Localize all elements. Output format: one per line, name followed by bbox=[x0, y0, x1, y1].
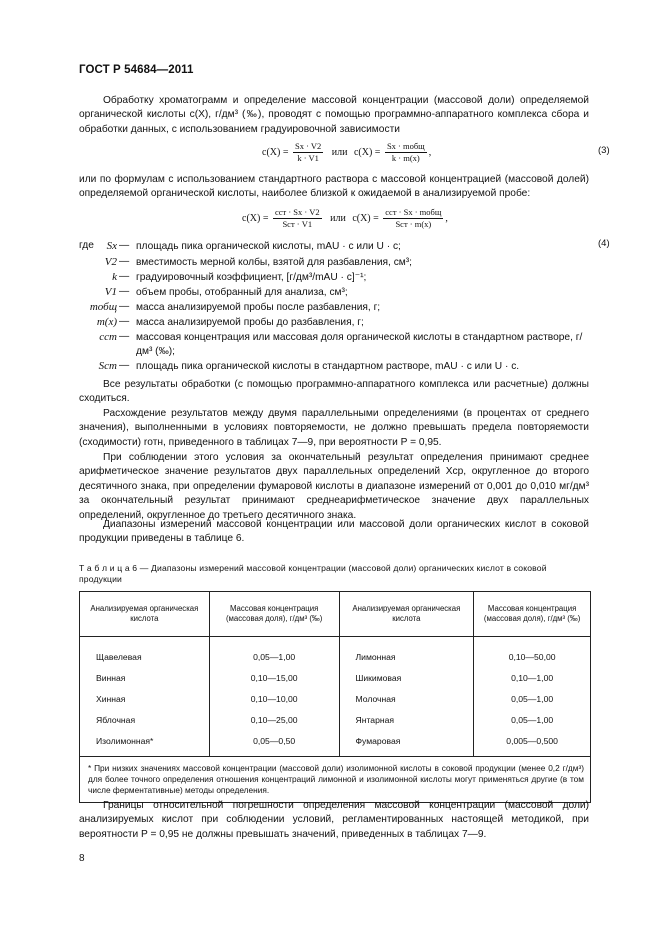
table-row bbox=[80, 730, 591, 757]
definition-text: массовая концентрация или массовая доля органической кислоты в стандартном растворе, г/дм³ (‰); bbox=[136, 332, 583, 357]
formula-3-fraction-1 bbox=[293, 141, 323, 164]
definition-row: cст — массовая концентрация или массовая доля органической кислоты в стандартном растворе, г/дм³ (‰); bbox=[79, 331, 599, 361]
document-header: ГОСТ Р 54684—2011 bbox=[79, 64, 194, 76]
formula-3-f2-denominator: k · m(x) bbox=[391, 153, 420, 163]
definition-text: градуировочный коэффициент, [г/дм³/mAU · с]⁻¹; bbox=[136, 272, 367, 283]
definition-symbol: mобщ bbox=[89, 301, 117, 313]
variable-definitions bbox=[79, 240, 599, 375]
formula-3-f1-numerator: Sx · V2 bbox=[294, 141, 322, 151]
acid-name-cell: Фумаровая bbox=[339, 730, 474, 757]
definition-symbol: V1 bbox=[104, 286, 117, 298]
formula-3-or: или bbox=[331, 146, 348, 158]
formula-4: c(X) = $\frac{\text{cст · Sx · V2}}{\text{Sст · V1}}$ или c(X) = $\frac{\text{cст · Sx · mобщ}}{\text{Sст · m(x)}}$ , bbox=[242, 207, 448, 229]
table-6 bbox=[79, 591, 591, 803]
table-row bbox=[80, 667, 591, 688]
definition-text: объем пробы, отобранный для анализа, см³; bbox=[136, 287, 348, 298]
definition-row: V1 — объем пробы, отобранный для анализа, см³; bbox=[79, 286, 599, 301]
table-header-cell: Массовая концентрация (массовая доля), г/дм³ (‰) bbox=[474, 592, 591, 637]
paragraph-processing: Обработку хроматограмм и определение массовой концентрации (массовой доли) определяемой органической кислоты c(X), г/дм³ (‰), проводят с помощью программно-аппаратного комплекса сбора и обработки данных, с использованием градуировочной зависимости bbox=[79, 95, 589, 135]
acid-name-cell: Янтарная bbox=[339, 709, 474, 730]
definition-row: Sст — площадь пика органической кислоты в стандартном растворе, mAU · с или U · с. bbox=[79, 360, 599, 375]
acid-name-cell: Щавелевая bbox=[80, 637, 210, 668]
range-cell: 0,10—15,00 bbox=[209, 667, 339, 688]
table-row bbox=[80, 637, 591, 668]
definition-text: площадь пика органической кислоты в стандартном растворе, mAU · с или U · с. bbox=[136, 361, 520, 372]
table-row bbox=[80, 688, 591, 709]
formula-3-f2-numerator: Sx · mобщ bbox=[386, 141, 425, 151]
table-header-cell: Массовая концентрация (массовая доля), г/дм³ (‰) bbox=[209, 592, 339, 637]
range-cell: 0,10—25,00 bbox=[209, 709, 339, 730]
definition-symbol: k bbox=[112, 271, 117, 283]
table-footnote: * При низких значениях массовой концентрации (массовой доли) изолимонной кислоты в соковой продукции (менее 0,2 г/дм³) для более точного определения отношения концентраций лимонной и изолимонной кислоты могут применяться другие (в том числе ферментативные) методы определения. bbox=[80, 757, 591, 803]
range-cell: 0,10—50,00 bbox=[474, 637, 591, 668]
range-cell: 0,05—1,00 bbox=[474, 709, 591, 730]
table-row bbox=[80, 709, 591, 730]
paragraph-repeatability: Расхождение результатов между двумя параллельными определениями (в процентах от среднего значения), выполненными в условиях повторяемости, не должно превышать предела повторяемости (сходимости) rотн, приведенного в таблицах 7—9, при вероятности P = 0,95. bbox=[79, 408, 589, 448]
formula-4-f1-numerator: cст · Sx · V2 bbox=[274, 207, 320, 217]
definition-symbol: Sст bbox=[98, 360, 117, 372]
paragraph-convergence: Все результаты обработки (с помощью программно-аппаратного комплекса или расчетные) должны сходиться. bbox=[79, 379, 589, 405]
definition-text: масса анализируемой пробы до разбавления, г; bbox=[136, 317, 364, 328]
paragraph-ranges: Диапазоны измерений массовой концентрации или массовой доли органических кислот в соковой продукции приведены в таблице 6. bbox=[79, 519, 589, 545]
where-prefix: где bbox=[79, 240, 94, 251]
table-header-row bbox=[80, 592, 591, 637]
formula-3-fraction-2 bbox=[385, 141, 427, 164]
paragraph-final-result: При соблюдении этого условия за окончательный результат определения принимают среднее арифметическое значение результатов двух параллельных определений Xср, округленное до второго десятичного знака, при определении фумаровой кислоты в диапазоне измерений от 0,001 до 0,010 мг/дм³ за окончательный результат принимают среднеарифметическое значение двух параллельных определений, округленное до третьего десятичного знака. bbox=[79, 452, 589, 521]
acid-name-cell: Изолимонная* bbox=[80, 730, 210, 757]
acid-name-cell: Шикимовая bbox=[339, 667, 474, 688]
table-footnote-row bbox=[80, 757, 591, 803]
definition-symbol: Sx bbox=[106, 240, 117, 252]
formula-3-lhs-2: c(X) = bbox=[353, 146, 381, 158]
page-number: 8 bbox=[79, 853, 85, 864]
formula-3-f1-denominator: k · V1 bbox=[297, 153, 319, 163]
definition-text: площадь пика органической кислоты, mAU · с или U · с; bbox=[136, 241, 401, 252]
formula-4-f1-denominator: Sст · V1 bbox=[282, 219, 313, 229]
formula-4-fraction-1 bbox=[273, 207, 322, 230]
formula-4-or: или bbox=[330, 212, 346, 224]
formula-4-f2-denominator: Sст · m(x) bbox=[395, 219, 432, 229]
paragraph-error-limits: Границы относительной погрешности определения массовой концентрации (массовой доли) анализируемых кислот при соблюдении условий, регламентированных настоящей методикой, при вероятности P = 0,95 не должны превышать значений, приведенных в таблицах 7—9. bbox=[79, 800, 589, 840]
formula-3-number: (3) bbox=[598, 145, 610, 156]
definition-row: V2 — вместимость мерной колбы, взятой для разбавления, см³; bbox=[79, 256, 599, 271]
definition-row: mобщ — масса анализируемой пробы после разбавления, г; bbox=[79, 301, 599, 316]
acid-name-cell: Лимонная bbox=[339, 637, 474, 668]
definition-text: масса анализируемой пробы после разбавления, г; bbox=[136, 302, 381, 313]
definition-symbol: V2 bbox=[104, 256, 117, 268]
acid-name-cell: Винная bbox=[80, 667, 210, 688]
table-6-caption: Т а б л и ц а 6 — Диапазоны измерений массовой концентрации (массовой доли) органических кислот в соковой продукции bbox=[79, 563, 547, 584]
definition-row: k — градуировочный коэффициент, [г/дм³/mAU · с]⁻¹; bbox=[79, 271, 599, 286]
acid-name-cell: Молочная bbox=[339, 688, 474, 709]
acid-name-cell: Хинная bbox=[80, 688, 210, 709]
formula-4-f2-numerator: cст · Sx · mобщ bbox=[385, 207, 442, 217]
acid-name-cell: Яблочная bbox=[80, 709, 210, 730]
formula-4-lhs-2: c(X) = bbox=[352, 212, 379, 224]
range-cell: 0,10—1,00 bbox=[474, 667, 591, 688]
range-cell: 0,05—1,00 bbox=[209, 637, 339, 668]
range-cell: 0,005—0,500 bbox=[474, 730, 591, 757]
range-cell: 0,05—1,00 bbox=[474, 688, 591, 709]
table-header-cell: Анализируемая органическая кислота bbox=[80, 592, 210, 637]
definition-row: где Sx — площадь пика органической кислоты, mAU · с или U · с; bbox=[79, 240, 599, 255]
formula-3: c(X) = $\frac{Sx \cdot V2}{k \cdot V1}$ или c(X) = $\frac{\text{Sx · mобщ}}{k \cdot m(x)}$ , bbox=[262, 141, 432, 163]
paragraph-standard: или по формулам с использованием стандартного раствора с массовой концентрацией (массовой долей) определяемой органической кислоты, наиболее близкой к ожидаемой в анализируемой пробе: bbox=[79, 174, 589, 200]
range-cell: 0,10—10,00 bbox=[209, 688, 339, 709]
formula-4-fraction-2 bbox=[383, 207, 443, 230]
definition-text: вместимость мерной колбы, взятой для разбавления, см³; bbox=[136, 257, 413, 268]
formula-3-lhs: c(X) = bbox=[262, 146, 289, 158]
formula-4-lhs: c(X) = bbox=[242, 212, 269, 224]
definition-symbol: m(x) bbox=[96, 316, 117, 328]
definition-row: m(x) — масса анализируемой пробы до разбавления, г; bbox=[79, 316, 599, 331]
definition-symbol: cст bbox=[99, 331, 117, 343]
table-header-cell: Анализируемая органическая кислота bbox=[339, 592, 474, 637]
formula-4-number: (4) bbox=[598, 238, 610, 249]
range-cell: 0,05—0,50 bbox=[209, 730, 339, 757]
